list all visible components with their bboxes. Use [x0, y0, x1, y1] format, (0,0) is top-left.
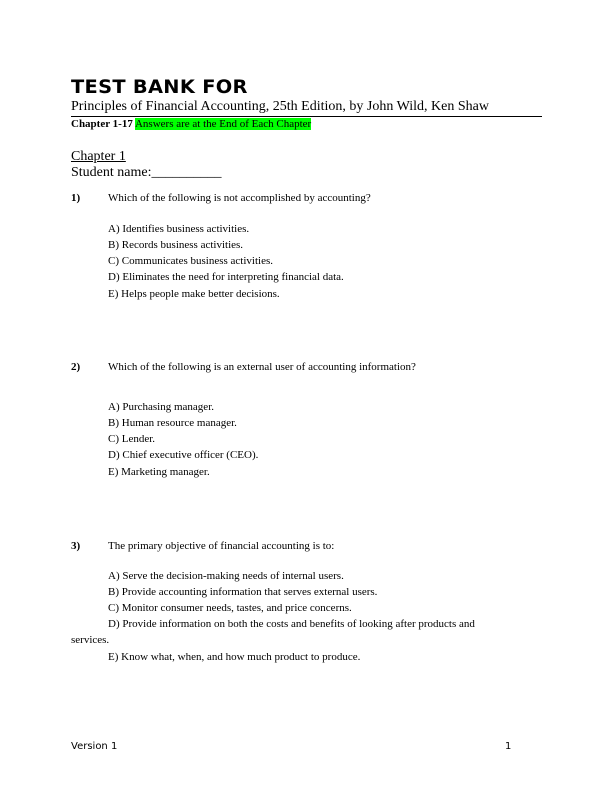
option: C) Monitor consumer needs, tastes, and price concerns.: [108, 602, 352, 614]
book-subtitle: Principles of Financial Accounting, 25th Edition, by John Wild, Ken Shaw: [71, 99, 489, 114]
question-number: 2): [71, 361, 81, 373]
option: C) Lender.: [108, 433, 156, 445]
option: E) Helps people make better decisions.: [108, 288, 280, 300]
page-number: 1: [505, 741, 512, 752]
chapter-title: Chapter 1: [71, 149, 126, 164]
student-name-field: Student name:__________: [71, 165, 222, 180]
option: B) Provide accounting information that serves external users.: [108, 586, 378, 598]
question-text: Which of the following is not accomplished by accounting?: [108, 192, 371, 204]
option: E) Know what, when, and how much product to produce.: [108, 651, 361, 663]
chapter-range-line: [71, 118, 311, 130]
question-text: Which of the following is an external user of accounting information?: [108, 361, 416, 373]
option: C) Communicates business activities.: [108, 255, 273, 267]
option: A) Serve the decision-making needs of internal users.: [108, 570, 344, 582]
question-number: 1): [71, 192, 81, 204]
option: D) Eliminates the need for interpreting financial data.: [108, 271, 344, 283]
option: E) Marketing manager.: [108, 466, 210, 478]
chapter-range: Chapter 1-17: [71, 118, 133, 130]
document-title: TEST BANK FOR: [71, 76, 248, 98]
option: A) Identifies business activities.: [108, 223, 250, 235]
answers-note: Answers are at the End of Each Chapter: [134, 118, 312, 130]
question-number: 3): [71, 540, 81, 552]
option-continuation: services.: [71, 634, 110, 646]
option: D) Chief executive officer (CEO).: [108, 449, 259, 461]
option: B) Human resource manager.: [108, 417, 237, 429]
option: A) Purchasing manager.: [108, 401, 214, 413]
option: D) Provide information on both the costs and benefits of looking after products and: [108, 618, 475, 630]
question-text: The primary objective of financial accounting is to:: [108, 540, 335, 552]
footer-version: Version 1: [71, 741, 118, 752]
option: B) Records business activities.: [108, 239, 244, 251]
header-rule: [71, 116, 542, 117]
